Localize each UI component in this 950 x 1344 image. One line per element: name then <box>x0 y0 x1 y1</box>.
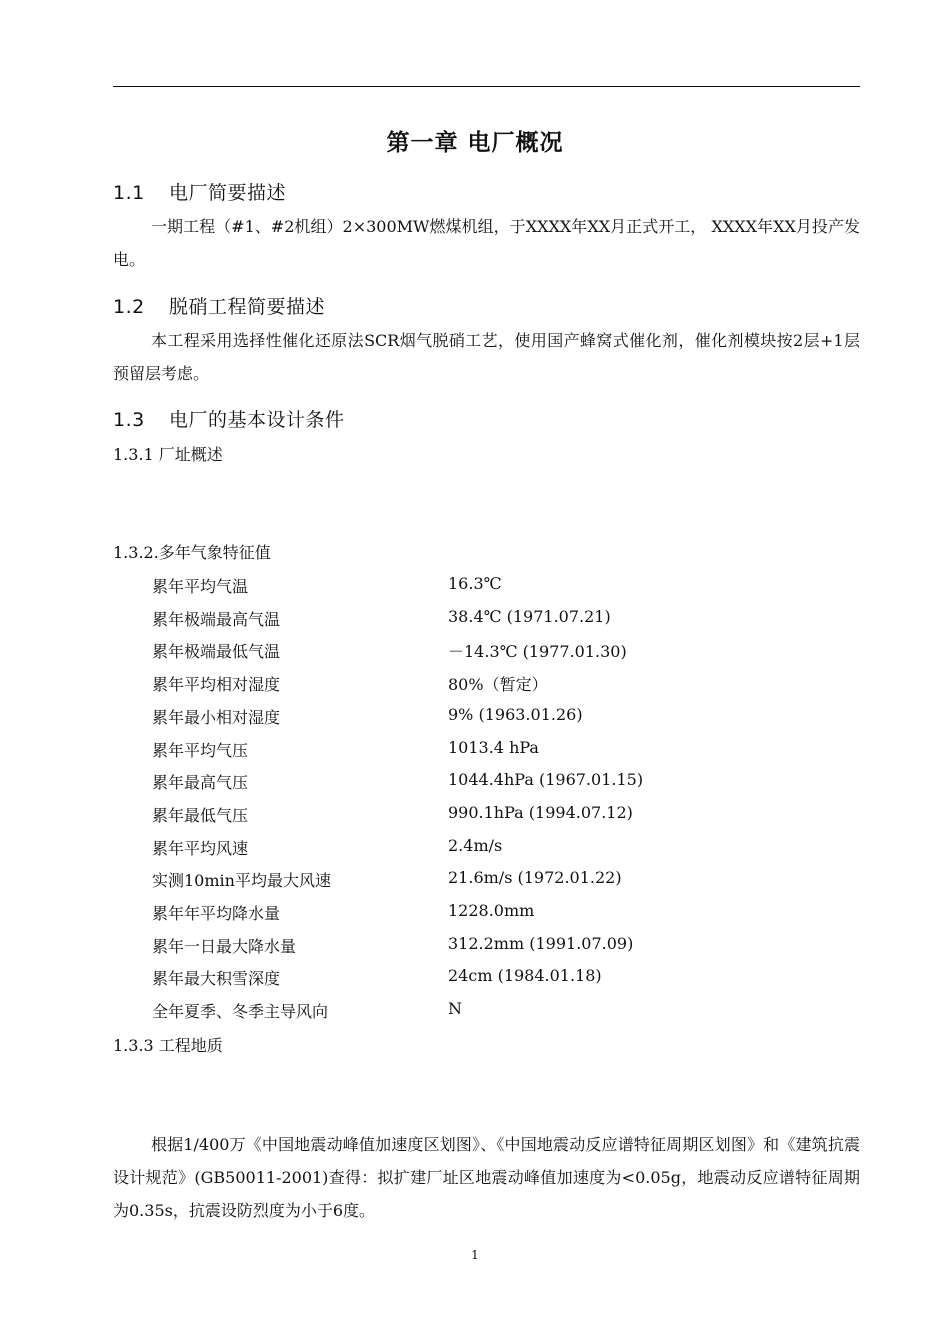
climate-label: 累年一日最大降水量 <box>152 936 297 956</box>
climate-row <box>152 868 852 890</box>
section-1-2-paragraph: 本工程采用选择性催化还原法SCR烟气脱硝工艺，使用国产蜂窝式催化剂，催化剂模块按2层+1层预留层考虑。 <box>113 331 860 383</box>
subsection-1-3-3: 1.3.3 工程地质 <box>113 1036 223 1055</box>
climate-row <box>152 770 852 792</box>
climate-value: 1228.0mm <box>448 901 535 920</box>
section-heading-1-2 <box>113 292 325 319</box>
section-number: 1.2 <box>113 296 145 318</box>
section-title: 电厂的基本设计条件 <box>169 409 345 431</box>
section-title: 脱硝工程简要描述 <box>169 296 326 318</box>
climate-label: 累年平均气温 <box>152 577 249 596</box>
climate-row <box>152 836 852 858</box>
climate-row <box>152 999 852 1021</box>
climate-label: 累年最高气压 <box>152 773 249 793</box>
climate-row <box>152 574 852 596</box>
climate-label: 累年最小相对湿度 <box>152 707 281 727</box>
page-number: 1 <box>471 1248 479 1262</box>
geology-paragraph: 根据1/400万《中国地震动峰值加速度区划图》、《中国地震动反应谱特征周期区划图》和《建筑抗震设计规范》(GB50011-2001)查得：拟扩建厂址区地震动峰值加速度为<0.05g，地震动反应谱特征周期为0.35s，抗震设防烈度为小于6度。 <box>113 1135 860 1220</box>
climate-value: 9% (1963.01.26) <box>448 704 583 724</box>
section-number: 1.3 <box>113 409 145 431</box>
climate-value: －14.3℃ (1977.01.30) <box>448 642 627 662</box>
climate-label: 累年年平均降水量 <box>152 904 281 923</box>
subsection-1-3-2: 1.3.2.多年气象特征值 <box>113 543 271 562</box>
climate-value: 312.2mm (1991.07.09) <box>448 933 634 953</box>
climate-row <box>152 803 852 825</box>
climate-value: 1044.4hPa (1967.01.15) <box>448 770 644 790</box>
climate-value: N <box>448 999 462 1019</box>
section-heading-1-3 <box>113 405 345 432</box>
climate-value: 990.1hPa (1994.07.12) <box>448 802 633 822</box>
climate-row <box>152 705 852 727</box>
climate-value: 2.4m/s <box>448 835 503 855</box>
climate-row <box>152 639 852 661</box>
climate-label: 累年平均相对湿度 <box>152 675 281 695</box>
climate-row <box>152 672 852 694</box>
climate-value: 16.3℃ <box>448 574 502 593</box>
climate-label: 累年平均气压 <box>152 740 249 760</box>
climate-value: 24cm (1984.01.18) <box>448 966 602 986</box>
header-rule <box>113 86 860 87</box>
section-number: 1.1 <box>113 182 145 204</box>
section-title: 电厂简要描述 <box>169 182 287 204</box>
climate-row <box>152 607 852 629</box>
chapter-title: 第一章 电厂概况 <box>386 130 564 156</box>
climate-value: 1013.4 hPa <box>448 737 539 757</box>
climate-row <box>152 966 852 988</box>
section-1-1-paragraph: 一期工程（#1、#2机组）2×300MW燃煤机组，于XXXX年XX月正式开工， XXXX年XX月投产发电。 <box>113 217 860 269</box>
climate-label: 累年最大积雪深度 <box>152 969 281 989</box>
climate-label: 累年平均风速 <box>152 838 249 858</box>
climate-value: 38.4℃ (1971.07.21) <box>448 606 611 626</box>
climate-label: 实测10min平均最大风速 <box>152 871 331 891</box>
section-heading-1-1 <box>113 178 286 205</box>
climate-value: 80%（暂定） <box>448 675 548 695</box>
climate-label: 累年极端最高气温 <box>152 609 281 629</box>
climate-row <box>152 934 852 956</box>
subsection-1-3-1: 1.3.1 厂址概述 <box>113 445 223 464</box>
climate-row <box>152 901 852 923</box>
climate-label: 累年极端最低气温 <box>152 642 281 662</box>
climate-row <box>152 738 852 760</box>
climate-label: 全年夏季、冬季主导风向 <box>152 1002 329 1022</box>
climate-label: 累年最低气压 <box>152 805 249 825</box>
climate-value: 21.6m/s (1972.01.22) <box>448 868 622 888</box>
